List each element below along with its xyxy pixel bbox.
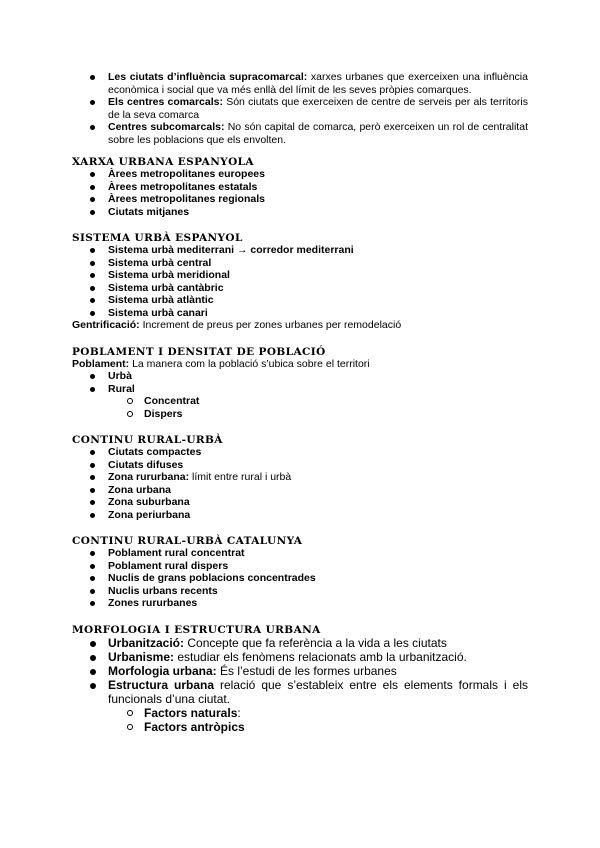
- sistema-list: [72, 244, 528, 319]
- list-item: Els centres comarcals: Són ciutats que exerceixen de centre de serveis per als territoris de la seva comarca: [72, 96, 528, 121]
- list-item: Àrees metropolitanes estatals: [72, 181, 528, 194]
- list-item: Zones rururbanes: [72, 597, 528, 610]
- list-item: Factors naturals:: [72, 706, 528, 720]
- poblament-paragraph: Poblament: La manera com la població s’ubica sobre el territori: [72, 357, 370, 370]
- list-item: Factors antròpics: [72, 720, 528, 734]
- list-item: Zona periurbana: [72, 509, 528, 522]
- poblament-list: [72, 370, 528, 395]
- list-item: Sistema urbà meridional: [72, 269, 528, 282]
- list-item: Urbanització: Concepte que fa referència a la vida a les ciutats: [72, 636, 528, 650]
- list-item: Centres subcomarcals: No són capital de comarca, però exerceixen un rol de centralitat sobre les poblacions que els envolten.: [72, 121, 528, 146]
- section-heading-morfologia: MORFOLOGIA I ESTRUCTURA URBANA: [72, 623, 321, 636]
- list-item: Les ciutats d’influència supracomarcal: xarxes urbanes que exerceixen una influència econòmica i social que va més enllà del límit de les seves pròpies comarques.: [72, 71, 528, 96]
- morfologia-list: [72, 636, 528, 706]
- list-item: Dispers: [72, 408, 528, 421]
- list-item: Concentrat: [72, 395, 528, 408]
- list-item: Ciutats compactes: [72, 446, 528, 459]
- list-item: Sistema urbà atlàntic: [72, 294, 528, 307]
- intro-list: [72, 71, 528, 146]
- list-item: Zona rururbana: límit entre rural i urbà: [72, 471, 528, 484]
- list-item: Poblament rural dispers: [72, 560, 528, 573]
- continu-list: [72, 446, 528, 521]
- list-item: Sistema urbà mediterrani → corredor mediterrani: [72, 244, 528, 257]
- gentrificacio-paragraph: Gentrificació: Increment de preus per zones urbanes per remodelació: [72, 319, 402, 331]
- section-heading-sistema: SISTEMA URBÀ ESPANYOL: [72, 232, 243, 244]
- list-item: Urbanisme: estudiar els fenòmens relacionats amb la urbanització.: [72, 650, 528, 664]
- list-item: Nuclis urbans recents: [72, 585, 528, 598]
- list-item: Àrees metropolitanes europees: [72, 168, 528, 181]
- list-item: Sistema urbà central: [72, 257, 528, 270]
- section-heading-xarxa: XARXA URBANA ESPANYOLA: [72, 156, 254, 168]
- list-item: Urbà: [72, 370, 528, 383]
- xarxa-list: [72, 168, 528, 218]
- section-heading-continu: CONTINU RURAL-URBÀ: [72, 434, 223, 446]
- list-item: Zona suburbana: [72, 496, 528, 509]
- section-heading-poblament: POBLAMENT I DENSITAT DE POBLACIÓ: [72, 345, 326, 358]
- factors-sublist: [72, 706, 528, 734]
- list-item: Sistema urbà canari: [72, 307, 528, 320]
- list-item: Ciutats difuses: [72, 459, 528, 472]
- section-heading-continu-catalunya: CONTINU RURAL-URBÀ CATALUNYA: [72, 535, 303, 547]
- list-item: Ciutats mitjanes: [72, 206, 528, 219]
- list-item: Nuclis de grans poblacions concentrades: [72, 572, 528, 585]
- list-item: Poblament rural concentrat: [72, 547, 528, 560]
- rural-sublist: [72, 395, 528, 420]
- document-content: [72, 71, 528, 734]
- list-item: Morfologia urbana: És l’estudi de les formes urbanes: [72, 664, 528, 678]
- continu-catalunya-list: [72, 547, 528, 610]
- list-item: Estructura urbana relació que s’estableix entre els elements formals i els funcionals d’una ciutat.: [72, 678, 528, 706]
- list-item: Àrees metropolitanes regionals: [72, 193, 528, 206]
- list-item: Rural: [72, 383, 528, 396]
- list-item: Sistema urbà cantàbric: [72, 282, 528, 295]
- list-item: Zona urbana: [72, 484, 528, 497]
